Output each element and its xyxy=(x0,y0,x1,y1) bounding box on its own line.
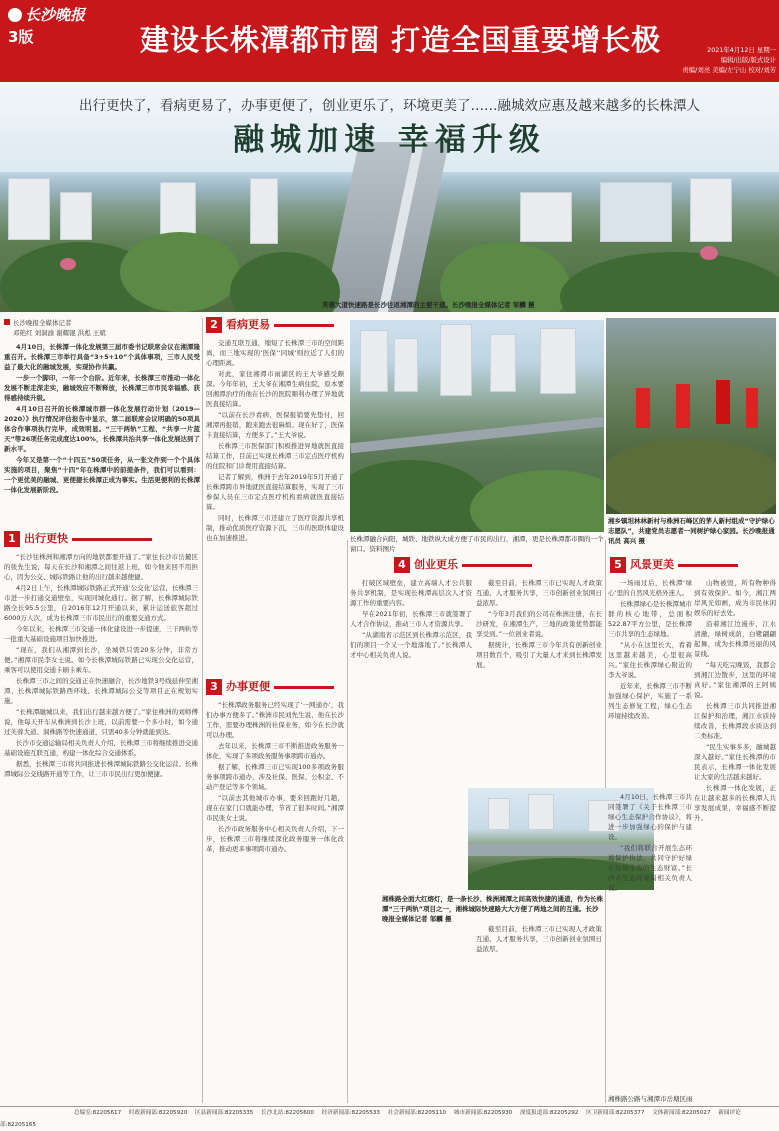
intro-body xyxy=(4,342,200,495)
paragraph: “每天吃完晚饭，我都会到湘江边散步，这里的环境真好。”家住湘潭的王阿姨说。 xyxy=(694,661,776,699)
road xyxy=(350,417,604,453)
reporter-names: 邓艳红 刘洞渝 谢耀锟 洪彪 王斌 xyxy=(13,329,106,337)
edition-label: 3版 xyxy=(8,28,34,46)
river-photo-caption: 湘株路全面大红熔灯，是一条长沙、株洲湘潭之间高效快捷的通道，作为长株潭“三干两轨”项目之一，湘株城际快速路大大方便了两地之间的互通。长沙晚报全媒体记者 邹麟 摄 xyxy=(382,895,603,923)
city-photo-caption: 芙蓉大道快速路是长沙往返湘潭的主要干道。长沙晚报全媒体记者 邹麟 摄 xyxy=(322,301,535,309)
city-aerial-photo xyxy=(350,320,604,532)
paragraph: 早在2021年初，长株潭三市就签署了人才合作协议，推动三市人才资源共享。 xyxy=(350,610,472,628)
paragraph: 据统计，长株潭三市今年共有创新创业项目数百个，吸引了大量人才来到长株潭发展。 xyxy=(476,641,602,669)
section-number: 1 xyxy=(4,531,20,547)
paragraph: 截至目前，长株潭三市已实现人才政策互通、人才服务共享，三市创新创业氛围日益浓厚。 xyxy=(476,579,602,607)
building xyxy=(540,328,576,394)
section-heading-1 xyxy=(4,530,152,546)
building xyxy=(528,794,554,830)
paragraph: 打破区域壁垒，建立高端人才公共服务共享机制，是实现长株潭高层次人才资源工作的重要内容。 xyxy=(350,579,472,607)
building xyxy=(360,330,388,392)
paragraph: 一场雨过后，长株潭‘绿心’里的自然风光格外迷人。 xyxy=(608,579,692,597)
staff-line: 责编/刘亮 美编/左宁山 校对/刘芳 xyxy=(682,66,776,74)
date-line: 2021年4月12日 星期一 xyxy=(707,46,776,54)
building xyxy=(8,178,50,240)
section-rule xyxy=(678,564,738,567)
section-number: 2 xyxy=(206,317,222,333)
intro-paragraph: 4月10日，长株潭一体化发展第三届市委书记联席会议在湘潭隆重召开。长株潭三市举行具备“3+5+10”个具体事项，三市人民受益了最大化的融城发展，实现协作共赢。 xyxy=(4,343,200,371)
paragraph: “今年3月我们的公司在株洲注册，在长沙研发，在湘潭生产，三地的政策优势都能享受到。”一位创业者说。 xyxy=(476,610,602,638)
building xyxy=(250,178,278,244)
masthead-band xyxy=(0,0,779,82)
footer-phone: 社会新闻部:82205110 xyxy=(387,1110,447,1116)
intro-paragraph: 一步一个脚印，一年一个台阶。近年来，长株潭三市推动一体化发展不断走深走实，融城效应不断释放，长株潭三市市民幸福感、获得感持续升级。 xyxy=(4,374,200,402)
article-column-5a xyxy=(608,578,692,788)
volunteer-figure xyxy=(636,388,650,428)
paragraph: “从小在这里长大，看着这里越来越美，心里很高兴。”家住长株潭绿心附近的李大爷说。 xyxy=(608,641,692,679)
article-column-2 xyxy=(206,338,344,670)
logo-icon xyxy=(8,8,22,22)
article-column-4b xyxy=(476,578,602,782)
volunteer-figure xyxy=(676,384,690,428)
paragraph: “长株潭政务服务已经实现了‘一网通办’，我们办事方便多了。”株洲市民刘先生说，他在长沙工作，需要办理株洲的社保业务，如今在长沙就可以办理。 xyxy=(206,701,344,739)
section-title: 创业更乐 xyxy=(414,558,458,571)
paragraph: “现在，我们从湘潭到长沙，坐城铁只需20多分钟，非常方便。”湘潭市民李女士说。如今长株潭城际铁路已实现公交化运营，乘客可以使用交通卡刷卡乘车。 xyxy=(4,646,198,674)
paragraph: 4月2日上午，长株潭城际铁路正式开通‘公交化’运营，长株潭三市进一步打通交通壁垒，实现同城化通行。据了解，长株潭城际铁路全长95.5公里，自2016年12月开通以来，累计运送旅客超过6000万人次，成为长株潭三市市民出行的重要交通方式。 xyxy=(4,584,198,622)
paragraph: 沿着湘江边漫步，江水清澈，绿树成荫，白鹭翩翩起舞，成为长株潭亮丽的风景线。 xyxy=(694,620,776,658)
paragraph: “长株潭融城以来，我们出行越来越方便了。”家住株洲的刘师傅说，他每天开车从株洲到长沙上班，以前需要一个多小时，如今通过芙蓉大道、洞株路等快速通道，只需40多分钟就能到达。 xyxy=(4,708,198,736)
section-title: 办事更便 xyxy=(226,680,270,693)
paragraph: 长株潭三市之间的交通正在快速融合，长沙地铁3号线延伸至湘潭、长株潭城际铁路西环线、长株潭城际公交等项目正在规划实施。 xyxy=(4,677,198,705)
paragraph: 长株潭三市共同推进湘江保护和治理，湘江水质持续改善，长株潭段水质达到二类标准。 xyxy=(694,702,776,740)
footer-phone: 文体新闻部:82205027 xyxy=(652,1110,711,1116)
building xyxy=(60,192,92,240)
article-column-5b xyxy=(694,578,776,1102)
footer-phone: 经济新闻部:82205533 xyxy=(321,1110,380,1116)
column-divider xyxy=(202,318,203,1103)
tree-canopy xyxy=(470,470,604,532)
paragraph: “从湖南省示范区到长株潭示范区，我们的项目一个又一个地落地了。”长株潭人才中心相关负责人说。 xyxy=(350,631,472,659)
section-title: 风景更美 xyxy=(630,558,674,571)
paragraph: 记者了解到，株洲于去年2019年5月开通了长株潭跨市异地就医直接结算服务，实现了三市参保人员在三市定点医疗机构看病就医直接结算。 xyxy=(206,473,344,511)
paragraph: 截至目前，长株潭三市已实现人才政策互通、人才服务共享，三市创新创业氛围日益浓厚。 xyxy=(476,925,602,953)
intro-article xyxy=(4,318,200,518)
paragraph: 同时，长株潭三市还建立了医疗资源共享机制，推动优质医疗资源下沉，三市的医联体建设也在加速推进。 xyxy=(206,514,344,542)
building xyxy=(488,798,510,830)
reporter-tag-text: 长沙晚报全媒体记者 xyxy=(13,319,72,327)
footer-phone: 区卫新闻部:82205377 xyxy=(586,1110,645,1116)
logo-text: 长沙晚报 xyxy=(25,6,86,24)
paragraph: 近年来，长株潭三市不断加强绿心保护，实施了一系列生态修复工程，绿心生态环境持续改善。 xyxy=(608,682,692,720)
paragraph: 4月10日，长株潭三市共同签署了《关于长株潭三市绿心生态保护合作协议》，将进一步加强绿心的保护与建设。 xyxy=(608,793,692,841)
topic-line: 编辑/出版/版式设计 xyxy=(720,56,776,64)
hero-subtitle: 出行更快了，看病更易了，办事更便了，创业更乐了，环境更美了……融城效应惠及越来越多的长株潭人 xyxy=(79,98,700,114)
paragraph: “以前在长沙看病，医保报销要先垫付，回湘潭再报销，跑来跑去很麻烦。现在好了，医保卡直接结算，方便多了。”王大爷说。 xyxy=(206,411,344,439)
building xyxy=(394,338,418,392)
section-number: 5 xyxy=(610,557,626,573)
column-divider xyxy=(347,540,348,1103)
aerial-photo-caption: 长株潭融合向阳，城铁、地铁纵大成方便了市民的出行，湘潭，更是长株潭都市圈的一个窗口。资料图片 xyxy=(350,535,604,553)
page-headline: 建设长株潭都市圈 打造全国重要增长极 xyxy=(140,23,662,57)
paragraph: 今年以来，长株潭三市交通一体化建设进一步提速，三干两轨等一批重大基础设施项目加快推进。 xyxy=(4,625,198,643)
footer-phone: 深度报道部:82205292 xyxy=(519,1110,579,1116)
paragraph: 据悉，长株潭三市将共同推进长株潭城际铁路公交化运营、长株潭城际公交线路开通等工作，让三市市民出行更加便捷。 xyxy=(4,760,198,778)
paragraph: “民生实事多多，融城越深入越好。”家住长株潭的市民表示，长株潭一体化发展让大家的生活越来越好。 xyxy=(694,743,776,781)
newspaper-logo xyxy=(8,4,85,25)
section-number: 4 xyxy=(394,557,410,573)
section-rule xyxy=(462,564,532,567)
hero-title: 融城加速 幸福升级 xyxy=(233,122,546,158)
building xyxy=(490,334,516,392)
paragraph: 据了解，长株潭三市已实现100多项政务服务事项跨市通办，涉及社保、医保、公积金、不动产登记等多个领域。 xyxy=(206,763,344,791)
blossom-tree xyxy=(700,246,718,260)
section-rule xyxy=(274,686,334,689)
square-bullet-icon xyxy=(4,319,10,325)
paragraph: 去年以来，长株潭三市不断推进政务服务一体化，实现了多项政务服务事项跨市通办。 xyxy=(206,742,344,760)
footer-phone: 总编室:82205617 xyxy=(74,1110,122,1116)
section-rule xyxy=(72,538,152,541)
paragraph: “以前去其他城市办事，要来回跑好几趟，现在在家门口就能办理，节省了很多时间。”湘潭市民张女士说。 xyxy=(206,794,344,822)
footer-phone: 区县新闻部:82205335 xyxy=(195,1110,254,1116)
section-title: 出行更快 xyxy=(24,532,68,545)
paragraph: 长株潭一体化发展，正在让越来越多的长株潭人共享发展成果，幸福感不断提升。 xyxy=(694,784,776,822)
footer-phone: 新闻评论部:82205165 xyxy=(0,1110,741,1128)
grass-field xyxy=(606,438,776,514)
volunteer-figure xyxy=(716,380,730,424)
building xyxy=(600,182,672,242)
photo-caption-tail: 湘株路公路与湘潭市岳塘区雨 xyxy=(608,1095,693,1103)
article-column-5c xyxy=(608,792,692,1102)
section-heading-3 xyxy=(206,678,334,694)
paragraph: “长沙往株洲和湘潭方向的地铁都要开通了。”家住长沙市岳麓区的张先生说，每天在长沙和湘潭之间往返上班，如今他来回不用担心，因为公交、城际铁路让他的出行越来越便捷。 xyxy=(4,553,198,581)
paragraph: 长株潭绿心是长株潭城市群的核心地带，总面积522.87平方公里，是长株潭三市共享的生态绿地。 xyxy=(608,600,692,638)
tree-canopy xyxy=(120,232,240,312)
section-title: 看病更易 xyxy=(226,318,270,331)
article-column-1 xyxy=(4,552,198,1102)
reporter-tag xyxy=(4,318,200,328)
building xyxy=(440,324,472,396)
blossom-tree xyxy=(60,258,76,270)
paragraph: 交通互联互通，缩短了长株潭三市的空间距离，而三地实现的‘医保’‘同城’则拉近了人们的心理距离。 xyxy=(206,339,344,367)
building xyxy=(520,192,572,242)
building xyxy=(690,178,732,242)
volunteer-figure xyxy=(746,388,758,428)
tree-canopy xyxy=(350,460,490,532)
section-heading-5 xyxy=(610,556,738,572)
paragraph: 对此，家住湘潭市雨湖区的王大爷感受颇深。今年年初，王大爷在湘潭生病住院，原本要回湘潭治疗的他在长沙的医院顺利办理了异地就医直接结算。 xyxy=(206,370,344,408)
article-column-4a xyxy=(350,578,472,1102)
section-number: 3 xyxy=(206,679,222,695)
volunteers-photo-caption: 湘乡镇坦林林新村与株洲石峰区的茅人新村组成“守护绿心志愿队”，共建党员志愿者一同树护绿心家园。长沙晚报通讯员 高兴 摄 xyxy=(608,517,775,545)
footer-phone: 城市新闻部:82205930 xyxy=(453,1110,513,1116)
paragraph: 山物被毁，所有物种得到有效保护。如今，湘江两岸风光如画，成为市民休闲娱乐的好去处。 xyxy=(694,579,776,617)
page-footer xyxy=(0,1106,779,1128)
paragraph: 长沙市交通运输局相关负责人介绍，长株潭三市将继续推进交通基础设施互联互通，构建一体化综合交通体系。 xyxy=(4,739,198,757)
section-rule xyxy=(274,324,334,327)
section-heading-4 xyxy=(394,556,532,572)
paragraph: 长沙市政务服务中心相关负责人介绍，下一步，长株潭三市将继续深化政务服务一体化改革，推动更多事项跨市通办。 xyxy=(206,825,344,853)
article-column-4c xyxy=(476,924,602,1102)
intro-paragraph: 4月10日召开的长株潭城市群一体化发展行动计划（2019—2020）》执行情况评估报告中显示，第二届联席会议明确的50项具体合作事项执行完毕，成效明显。“三干两轨”工程、“共享一片蓝天”等26项任务完成度达100%，长株潭共治共享一体化发展达到了新水平。 xyxy=(4,405,200,453)
section-heading-2 xyxy=(206,316,334,332)
paragraph: “我们将联合开展生态环境保护执法，共同守护好绿心这块宝贵的生态财富。”长沙市生态环境局相关负责人说。 xyxy=(608,844,692,892)
footer-phone: 长沙北站:82205600 xyxy=(261,1110,314,1116)
intro-paragraph: 今年又是第一个“十四五”50项任务，从一张文件到一个个具体实施的项目，聚焦“十四”年在株潭中的前提条件，我们可以看到：一个更优美的融城、更便捷长株潭正成为事实。生活更便利的长株潭一体化发展新阶段。 xyxy=(4,456,200,494)
volunteers-photo xyxy=(606,318,776,514)
footer-phone: 时政新闻部:82205920 xyxy=(128,1110,188,1116)
paragraph: 长株潭三市医保部门积极推进异地就医直接结算工作，目前已实现长株潭三市定点医疗机构的住院和门诊费用直接结算。 xyxy=(206,442,344,470)
article-column-3 xyxy=(206,700,344,1102)
